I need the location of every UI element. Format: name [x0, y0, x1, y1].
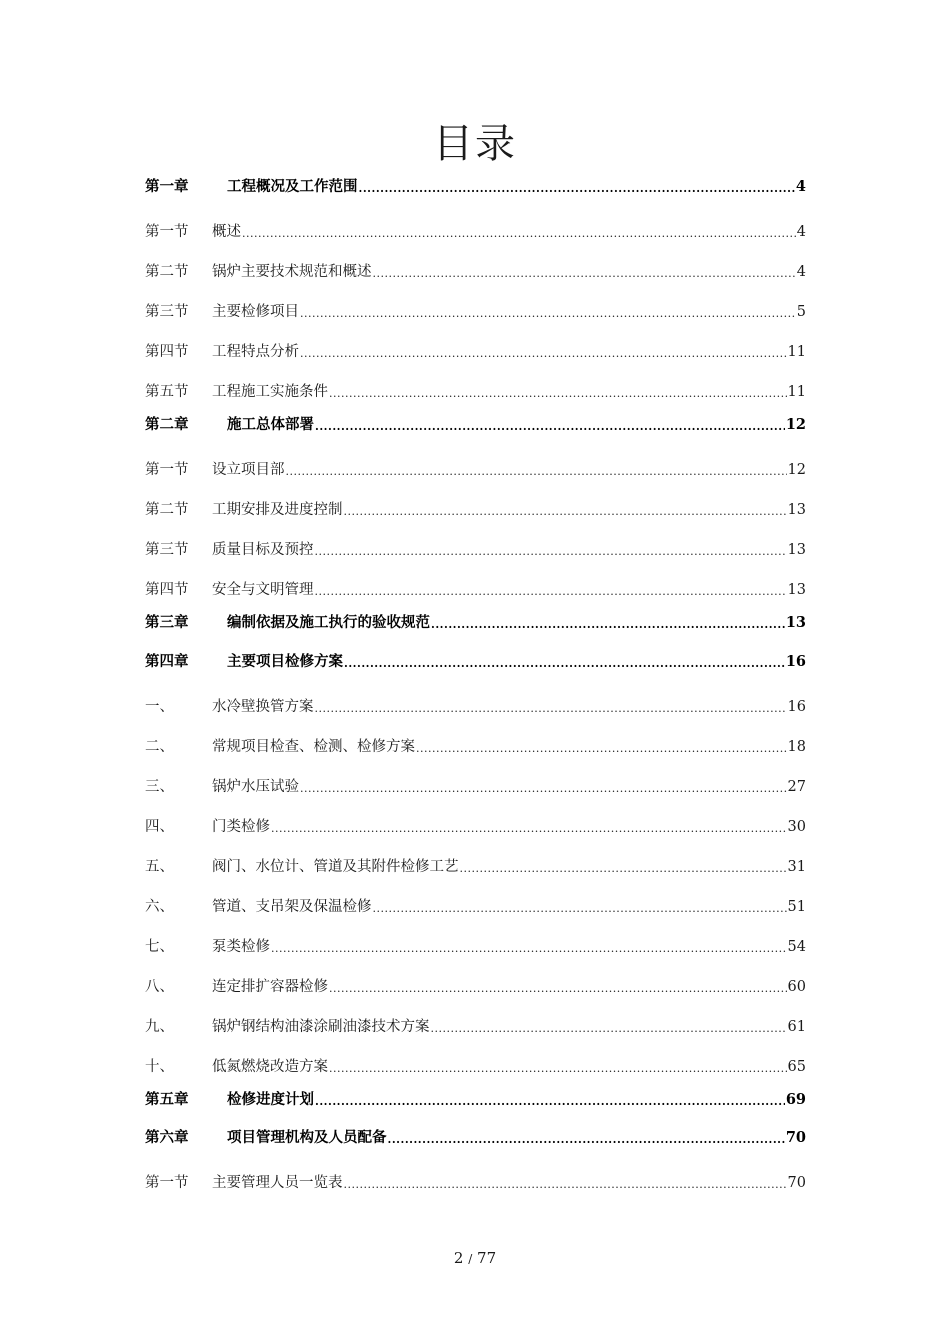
toc-entry[interactable]: [145, 816, 806, 836]
toc-leader-dots: [329, 1062, 787, 1076]
toc-entry-title: 工程特点分析: [212, 344, 299, 360]
toc-leader-dots: [329, 387, 787, 401]
toc-entry-title: 管道、支吊架及保温检修: [212, 899, 372, 915]
toc-entry-page: 69: [785, 1091, 806, 1108]
toc-leader-dots: [271, 942, 787, 956]
toc-entry-title: 泵类检修: [212, 939, 270, 955]
toc-entry-number: 五、: [145, 859, 174, 875]
toc-entry-title: 工程施工实施条件: [212, 384, 328, 400]
toc-leader-dots: [344, 505, 787, 519]
toc-entry-page: 4: [795, 178, 806, 195]
toc-entry-page: 31: [787, 859, 806, 875]
toc-entry[interactable]: [145, 341, 806, 361]
toc-entry-page: 13: [787, 502, 806, 518]
toc-leader-dots: [315, 420, 785, 434]
toc-entry[interactable]: [145, 579, 806, 599]
toc-entry-title: 设立项目部: [212, 462, 285, 478]
toc-entry-number: 第一节: [145, 1175, 189, 1191]
toc-entry-page: 70: [787, 1175, 806, 1191]
toc-entry-number: 二、: [145, 739, 174, 755]
toc-entry-title: 锅炉钢结构油漆涂刷油漆技术方案: [212, 1019, 430, 1035]
toc-entry-page: 13: [787, 542, 806, 558]
toc-entry-number: 第四节: [145, 582, 189, 598]
toc-entry-page: 61: [787, 1019, 806, 1035]
toc-entry[interactable]: [145, 499, 806, 519]
toc-leader-dots: [242, 227, 796, 241]
toc-leader-dots: [388, 1133, 785, 1147]
toc-entry-page: 11: [787, 344, 806, 360]
page-number-footer: [0, 1249, 950, 1267]
toc-entry-page: 30: [787, 819, 806, 835]
toc-entry-title: 主要检修项目: [212, 304, 299, 320]
toc-leader-dots: [271, 822, 787, 836]
toc-entry-page: 65: [787, 1059, 806, 1075]
toc-entry-number: 第一章: [145, 178, 189, 195]
toc-leader-dots: [344, 657, 785, 671]
toc-entry-page: 13: [787, 582, 806, 598]
toc-leader-dots: [344, 1178, 787, 1192]
toc-entry-title: 锅炉主要技术规范和概述: [212, 264, 372, 280]
toc-entry-number: 一、: [145, 699, 174, 715]
toc-entry-number: 第一节: [145, 224, 189, 240]
toc-leader-dots: [460, 862, 787, 876]
toc-entry[interactable]: [145, 896, 806, 916]
toc-entry[interactable]: [145, 301, 806, 321]
toc-entry-page: 54: [787, 939, 806, 955]
toc-leader-dots: [359, 182, 795, 196]
toc-entry-title: 质量目标及预控: [212, 542, 314, 558]
toc-entry-page: 5: [796, 304, 806, 320]
toc-entry[interactable]: [145, 1172, 806, 1192]
toc-leader-dots: [300, 782, 787, 796]
toc-entry[interactable]: [145, 976, 806, 996]
toc-leader-dots: [315, 1095, 785, 1109]
toc-entry-page: 4: [796, 224, 806, 240]
toc-entry-number: 第三节: [145, 304, 189, 320]
toc-entry-number: 十、: [145, 1059, 174, 1075]
toc-entry-number: 六、: [145, 899, 174, 915]
toc-entry-number: 第三节: [145, 542, 189, 558]
toc-entry-number: 第三章: [145, 614, 189, 631]
toc-entry-title: 连定排扩容器检修: [212, 979, 328, 995]
toc-entry-page: 51: [787, 899, 806, 915]
current-page: 2: [453, 1249, 464, 1267]
toc-entry-page: 13: [785, 614, 806, 631]
toc-entry-title: 主要项目检修方案: [227, 653, 343, 670]
toc-entry-page: 70: [785, 1129, 806, 1146]
toc-leader-dots: [431, 1022, 787, 1036]
toc-entry-number: 第四节: [145, 344, 189, 360]
total-pages: 77: [477, 1249, 497, 1267]
toc-entry-title: 水冷壁换管方案: [212, 699, 314, 715]
toc-entry-number: 第五节: [145, 384, 189, 400]
toc-entry-page: 12: [785, 416, 806, 433]
toc-leader-dots: [315, 585, 787, 599]
toc-entry-title: 主要管理人员一览表: [212, 1175, 343, 1191]
toc-entry-title: 门类检修: [212, 819, 270, 835]
toc-entry-title: 检修进度计划: [227, 1091, 314, 1108]
toc-entry[interactable]: [145, 736, 806, 756]
toc-entry-page: 18: [787, 739, 806, 755]
toc-entry-page: 4: [796, 264, 806, 280]
toc-entry-title: 工程概况及工作范围: [227, 178, 358, 195]
toc-leader-dots: [373, 902, 787, 916]
toc-entry[interactable]: [145, 1089, 806, 1109]
page-separator: /: [468, 1252, 473, 1266]
toc-entry[interactable]: [145, 1056, 806, 1076]
toc-entry[interactable]: [145, 381, 806, 401]
toc-entry-number: 第五章: [145, 1091, 189, 1108]
toc-leader-dots: [416, 742, 787, 756]
toc-entry-title: 锅炉水压试验: [212, 779, 299, 795]
toc-entry-title: 概述: [212, 224, 241, 240]
toc-entry-title: 工期安排及进度控制: [212, 502, 343, 518]
toc-entry-number: 七、: [145, 939, 174, 955]
toc-entry[interactable]: [145, 651, 806, 671]
toc-leader-dots: [315, 545, 787, 559]
toc-leader-dots: [300, 307, 796, 321]
toc-entry[interactable]: [145, 459, 806, 479]
toc-entry-title: 项目管理机构及人员配备: [227, 1129, 387, 1146]
toc-entry-number: 三、: [145, 779, 174, 795]
toc-entry-title: 施工总体部署: [227, 416, 314, 433]
toc-entry[interactable]: [145, 539, 806, 559]
toc-entry-number: 第六章: [145, 1129, 189, 1146]
toc-entry[interactable]: [145, 1127, 806, 1147]
toc-entry[interactable]: [145, 221, 806, 241]
toc-entry-title: 阀门、水位计、管道及其附件检修工艺: [212, 859, 459, 875]
toc-entry-title: 编制依据及施工执行的验收规范: [227, 614, 430, 631]
toc-entry-page: 16: [787, 699, 806, 715]
toc-entry[interactable]: [145, 856, 806, 876]
toc-entry[interactable]: [145, 1016, 806, 1036]
toc-entry-page: 12: [787, 462, 806, 478]
toc-entry-number: 八、: [145, 979, 174, 995]
toc-entry[interactable]: [145, 936, 806, 956]
toc-entry-title: 低氮燃烧改造方案: [212, 1059, 328, 1075]
toc-entry[interactable]: [145, 176, 806, 196]
toc-entry[interactable]: [145, 261, 806, 281]
toc-entry-number: 四、: [145, 819, 174, 835]
toc-entry-number: 第二章: [145, 416, 189, 433]
page-title: 目录: [433, 121, 517, 167]
toc-leader-dots: [431, 618, 785, 632]
toc-entry-number: 第二节: [145, 502, 189, 518]
toc-leader-dots: [300, 347, 787, 361]
toc-entry[interactable]: [145, 414, 806, 434]
toc-entry[interactable]: [145, 612, 806, 632]
toc-entry-page: 11: [787, 384, 806, 400]
toc-leader-dots: [373, 267, 796, 281]
toc-entry[interactable]: [145, 776, 806, 796]
toc-entry-number: 九、: [145, 1019, 174, 1035]
toc-entry-number: 第二节: [145, 264, 189, 280]
toc-entry-page: 60: [787, 979, 806, 995]
toc-leader-dots: [329, 982, 787, 996]
toc-leader-dots: [286, 465, 787, 479]
toc-entry-title: 安全与文明管理: [212, 582, 314, 598]
toc-entry[interactable]: [145, 696, 806, 716]
toc-entry-title: 常规项目检查、检测、检修方案: [212, 739, 415, 755]
toc-entry-page: 27: [787, 779, 806, 795]
toc-leader-dots: [315, 702, 787, 716]
toc-entry-page: 16: [785, 653, 806, 670]
toc-entry-number: 第一节: [145, 462, 189, 478]
toc-entry-number: 第四章: [145, 653, 189, 670]
